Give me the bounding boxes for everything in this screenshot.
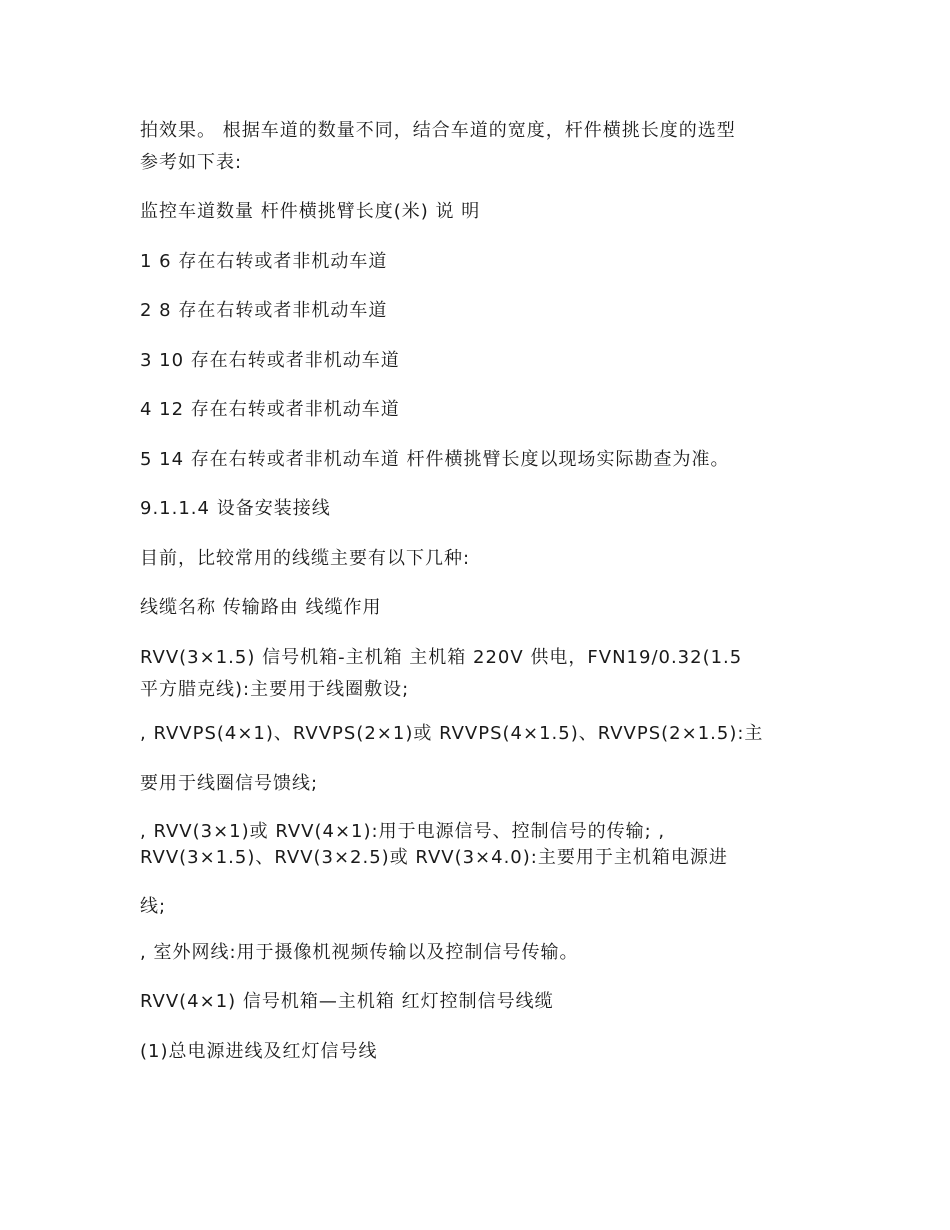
text-line: 线缆名称 传输路由 线缆作用 (140, 597, 382, 618)
text-line: 线; (140, 896, 167, 917)
table-row: 5 14 存在右转或者非机动车道 杆件横挑臂长度以现场实际勘查为准。 (140, 449, 730, 470)
table-row: 3 10 存在右转或者非机动车道 (140, 350, 400, 371)
text-line: 监控车道数量 杆件横挑臂长度(米) 说 明 (140, 201, 481, 222)
section-heading: 9.1.1.4 设备安装接线 (140, 498, 331, 519)
text-line: 平方腊克线):主要用于线圈敷设; (140, 679, 410, 700)
text-line: 目前，比较常用的线缆主要有以下几种: (140, 548, 471, 569)
table-row: 2 8 存在右转或者非机动车道 (140, 300, 388, 321)
text-line: RVV(3×1.5) 信号机箱-主机箱 主机箱 220V 供电，FVN19/0.32(1.5 (140, 647, 743, 668)
text-line: , RVVPS(4×1)、RVVPS(2×1)或 RVVPS(4×1.5)、RVVPS(2×1.5):主 (140, 723, 764, 744)
table-row: 4 12 存在右转或者非机动车道 (140, 399, 400, 420)
text-line: 要用于线圈信号馈线; (140, 773, 319, 794)
text-line: RVV(4×1) 信号机箱—主机箱 红灯控制信号线缆 (140, 991, 554, 1012)
table-row: 1 6 存在右转或者非机动车道 (140, 251, 388, 272)
text-line: 参考如下表: (140, 152, 243, 173)
text-line: RVV(3×1.5)、RVV(3×2.5)或 RVV(3×4.0):主要用于主机箱电源进 (140, 847, 728, 868)
text-line: , 室外网线:用于摄像机视频传输以及控制信号传输。 (140, 942, 579, 963)
text-line: 拍效果。 根据车道的数量不同，结合车道的宽度，杆件横挑长度的选型 (140, 120, 736, 141)
text-line: , RVV(3×1)或 RVV(4×1):用于电源信号、控制信号的传输; , (140, 821, 666, 842)
text-line: (1)总电源进线及红灯信号线 (140, 1041, 378, 1062)
